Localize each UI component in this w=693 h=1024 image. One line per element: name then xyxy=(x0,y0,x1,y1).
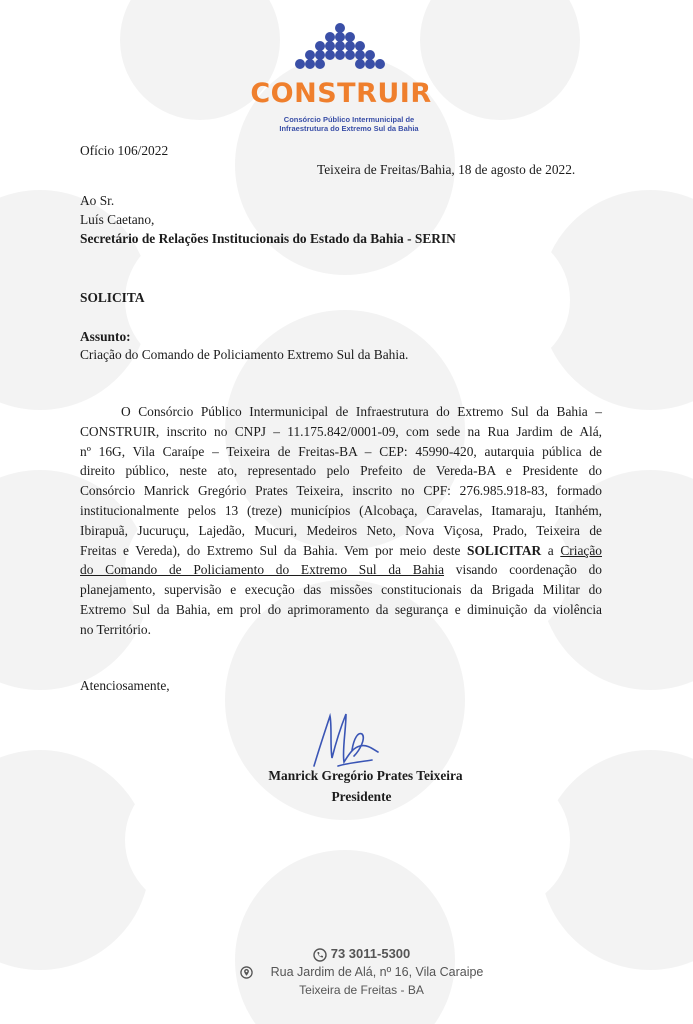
solicitar-emphasis: SOLICITAR xyxy=(467,542,542,558)
underlined-request: do Comando de Policiamento do Extremo Sul da Bahia xyxy=(80,562,445,578)
document-heading: SOLICITA xyxy=(80,290,145,305)
subject-text: Criação do Comando de Policiamento Extremo Sul da Bahia. xyxy=(80,347,409,362)
signer-role: Presidente xyxy=(331,789,392,804)
body-line: do Comando de Policiamento do Extremo Sul da Bahia visando coordenação do xyxy=(80,562,603,578)
body-line: Consórcio Manrick Gregório Prates Teixeira, inscrito no CPF: 276.985.918-83, formado xyxy=(80,483,602,499)
underlined-request: Criação xyxy=(560,542,602,558)
logo-dots-icon xyxy=(292,22,388,78)
body-line: nº 16G, Vila Caraípe – Teixeira de Freitas-BA – CEP: 45990-420, autarquia pública de xyxy=(80,443,602,459)
body-line: no Território. xyxy=(80,621,151,637)
phone-icon xyxy=(313,948,327,962)
body-line: direito público, neste ato, representado pelo Prefeito de Vereda-BA e Presidente do xyxy=(80,463,602,479)
place-date: Teixeira de Freitas/Bahia, 18 de agosto de 2022. xyxy=(317,162,576,177)
footer-phone: 73 3011-5300 xyxy=(0,946,693,962)
location-pin-icon xyxy=(240,966,253,979)
body-line: Extremo Sul da Bahia, em prol do aprimoramento da segurança e diminuição da violência xyxy=(80,601,602,617)
body-paragraph xyxy=(80,402,602,640)
footer-address: Rua Jardim de Alá, nº 16, Vila Caraipe xyxy=(0,965,693,979)
body-line: institucionalmente pelos 13 (treze) municípios (Alcobaça, Caravelas, Itamaraju, Itanhém, xyxy=(80,502,602,518)
logo-wordmark: CONSTRUIR xyxy=(250,78,432,109)
recipient-title: Secretário de Relações Institucionais do Estado da Bahia - SERIN xyxy=(80,231,456,246)
body-line: Freitas e Vereda), do Extremo Sul da Bahia. Vem por meio deste SOLICITAR a Criação xyxy=(80,542,602,558)
oficio-number: Ofício 106/2022 xyxy=(80,143,169,158)
body-line: Ibirapuã, Jucuruçu, Lajedão, Mucuri, Medeiros Neto, Nova Viçosa, Prado, Teixeira de xyxy=(80,522,602,538)
logo-subtitle-line2: Infraestrutura do Extremo Sul da Bahia xyxy=(279,124,419,133)
closing: Atenciosamente, xyxy=(80,678,170,693)
signer-name: Manrick Gregório Prates Teixeira xyxy=(268,768,463,783)
body-line: O Consórcio Público Intermunicipal de Infraestrutura do Extremo Sul da Bahia – xyxy=(121,404,602,419)
body-line: planejamento, supervisão e execução das missões constitucionais da Brigada Militar do xyxy=(80,582,602,598)
logo-subtitle-line1: Consórcio Público Intermunicipal de xyxy=(283,115,415,124)
body-line: CONSTRUIR, inscrito no CNPJ – 11.175.842/0001-09, com sede na Rua Jardim de Alá, xyxy=(80,423,602,439)
recipient-salutation: Ao Sr. xyxy=(80,193,115,208)
footer-city: Teixeira de Freitas - BA xyxy=(299,983,424,997)
subject-label: Assunto: xyxy=(80,329,131,344)
recipient-name: Luís Caetano, xyxy=(80,212,155,227)
letterhead-logo xyxy=(250,22,432,132)
